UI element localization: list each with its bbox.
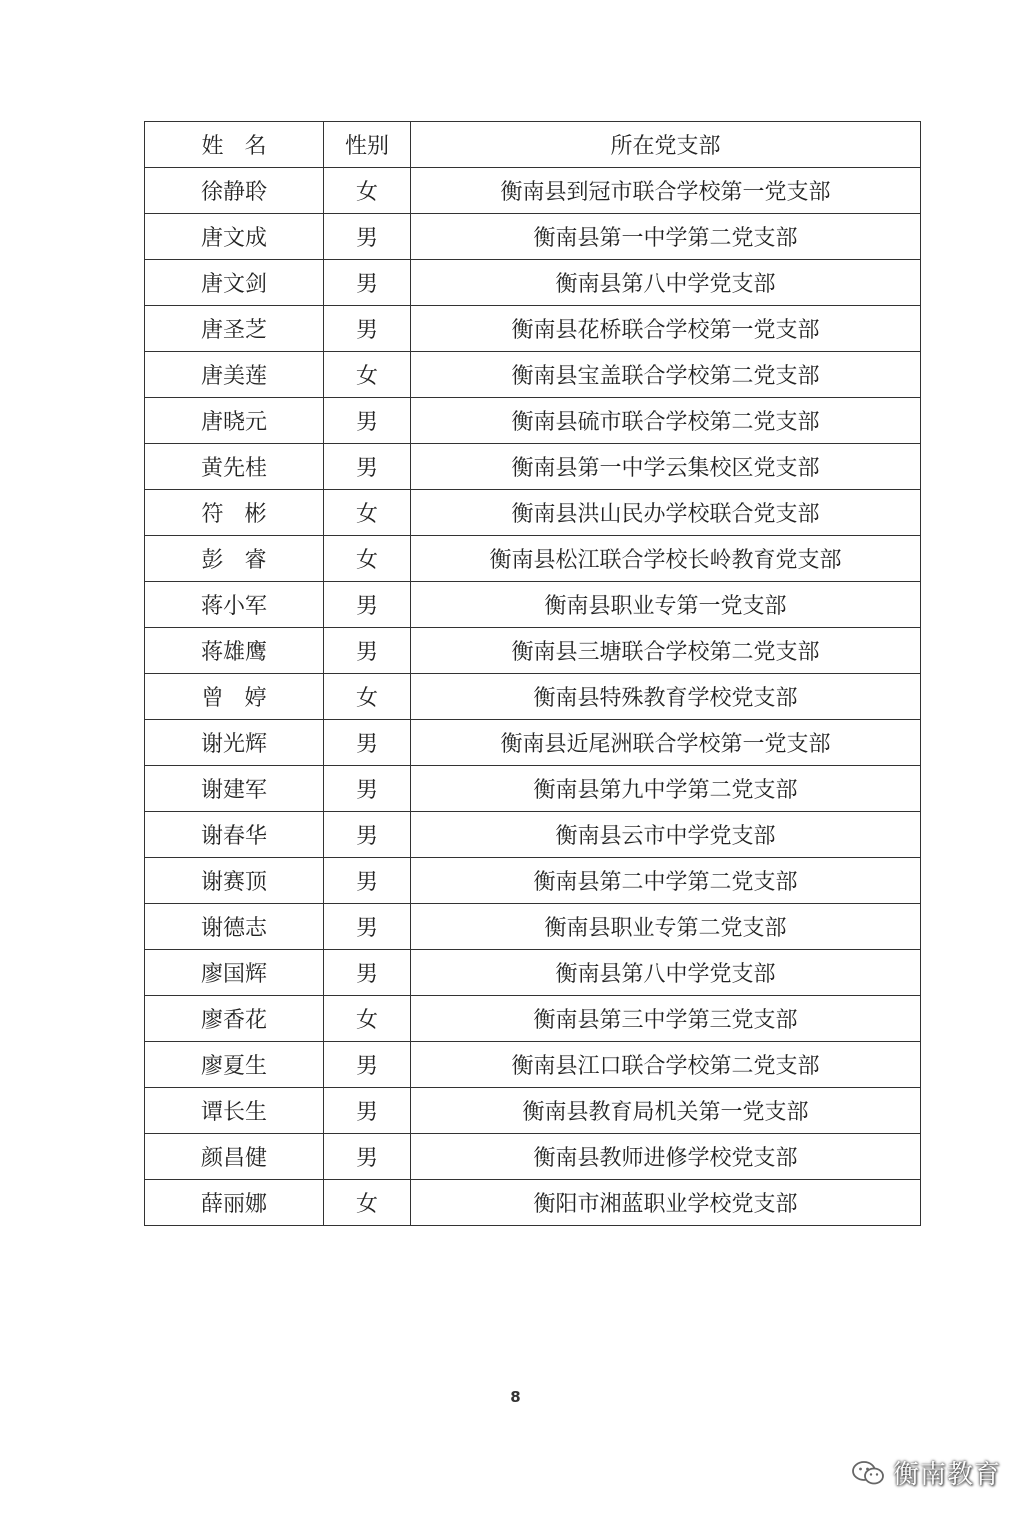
cell-name: 谢德志	[145, 904, 324, 950]
cell-gender: 男	[324, 260, 411, 306]
table-row	[145, 1134, 921, 1180]
cell-name: 唐文成	[145, 214, 324, 260]
cell-branch: 衡南县第三中学第三党支部	[411, 996, 921, 1042]
cell-name: 谢光辉	[145, 720, 324, 766]
cell-branch: 衡南县江口联合学校第二党支部	[411, 1042, 921, 1088]
cell-branch: 衡南县洪山民办学校联合党支部	[411, 490, 921, 536]
table-row	[145, 260, 921, 306]
page-number: 8	[510, 1388, 521, 1406]
cell-gender: 男	[324, 858, 411, 904]
table-row	[145, 996, 921, 1042]
cell-gender: 男	[324, 306, 411, 352]
table-row	[145, 674, 921, 720]
table-row	[145, 214, 921, 260]
cell-name: 徐静聆	[145, 168, 324, 214]
cell-gender: 女	[324, 490, 411, 536]
table-row	[145, 352, 921, 398]
cell-branch: 衡南县云市中学党支部	[411, 812, 921, 858]
cell-name: 彭 睿	[145, 536, 324, 582]
cell-branch: 衡南县第一中学云集校区党支部	[411, 444, 921, 490]
table-row	[145, 490, 921, 536]
cell-gender: 男	[324, 1042, 411, 1088]
cell-gender: 男	[324, 214, 411, 260]
cell-branch: 衡南县三塘联合学校第二党支部	[411, 628, 921, 674]
cell-branch: 衡阳市湘蓝职业学校党支部	[411, 1180, 921, 1226]
table-row	[145, 812, 921, 858]
table-row	[145, 950, 921, 996]
cell-branch: 衡南县第九中学第二党支部	[411, 766, 921, 812]
table-row	[145, 306, 921, 352]
cell-gender: 女	[324, 1180, 411, 1226]
cell-gender: 男	[324, 628, 411, 674]
table-row	[145, 720, 921, 766]
cell-gender: 女	[324, 352, 411, 398]
cell-name: 廖国辉	[145, 950, 324, 996]
table-header-row	[145, 122, 921, 168]
table-row	[145, 628, 921, 674]
table-row	[145, 536, 921, 582]
watermark	[851, 1454, 1001, 1491]
watermark-text: 衡南教育	[892, 1460, 1001, 1490]
cell-gender: 男	[324, 904, 411, 950]
table-row	[145, 168, 921, 214]
table-row	[145, 398, 921, 444]
cell-branch: 衡南县第二中学第二党支部	[411, 858, 921, 904]
cell-name: 唐文剑	[145, 260, 324, 306]
cell-gender: 男	[324, 398, 411, 444]
cell-gender: 女	[324, 996, 411, 1042]
table-row	[145, 1088, 921, 1134]
cell-gender: 男	[324, 1134, 411, 1180]
cell-branch: 衡南县到冠市联合学校第一党支部	[411, 168, 921, 214]
header-branch: 所在党支部	[411, 122, 921, 168]
cell-branch: 衡南县第一中学第二党支部	[411, 214, 921, 260]
header-name: 姓 名	[145, 122, 324, 168]
cell-name: 谢赛顶	[145, 858, 324, 904]
cell-name: 谭长生	[145, 1088, 324, 1134]
cell-name: 颜昌健	[145, 1134, 324, 1180]
cell-name: 唐晓元	[145, 398, 324, 444]
cell-gender: 男	[324, 444, 411, 490]
cell-name: 唐圣芝	[145, 306, 324, 352]
cell-name: 谢春华	[145, 812, 324, 858]
cell-gender: 女	[324, 674, 411, 720]
cell-branch: 衡南县特殊教育学校党支部	[411, 674, 921, 720]
cell-gender: 男	[324, 950, 411, 996]
wechat-icon	[851, 1460, 885, 1486]
table-row	[145, 766, 921, 812]
table-row	[145, 582, 921, 628]
cell-name: 廖香花	[145, 996, 324, 1042]
table-row	[145, 444, 921, 490]
table-row	[145, 904, 921, 950]
cell-branch: 衡南县花桥联合学校第一党支部	[411, 306, 921, 352]
cell-gender: 男	[324, 720, 411, 766]
cell-branch: 衡南县教师进修学校党支部	[411, 1134, 921, 1180]
cell-name: 黄先桂	[145, 444, 324, 490]
table-row	[145, 1180, 921, 1226]
cell-gender: 男	[324, 812, 411, 858]
header-gender: 性别	[324, 122, 411, 168]
cell-name: 蒋雄鹰	[145, 628, 324, 674]
cell-branch: 衡南县近尾洲联合学校第一党支部	[411, 720, 921, 766]
cell-branch: 衡南县第八中学党支部	[411, 260, 921, 306]
cell-name: 符 彬	[145, 490, 324, 536]
cell-gender: 女	[324, 168, 411, 214]
cell-name: 谢建军	[145, 766, 324, 812]
cell-name: 蒋小军	[145, 582, 324, 628]
branch-members-table	[144, 121, 921, 1226]
cell-gender: 男	[324, 1088, 411, 1134]
cell-name: 廖夏生	[145, 1042, 324, 1088]
cell-name: 唐美莲	[145, 352, 324, 398]
table-row	[145, 1042, 921, 1088]
cell-branch: 衡南县硫市联合学校第二党支部	[411, 398, 921, 444]
cell-branch: 衡南县职业专第二党支部	[411, 904, 921, 950]
cell-branch: 衡南县教育局机关第一党支部	[411, 1088, 921, 1134]
cell-gender: 男	[324, 766, 411, 812]
cell-name: 曾 婷	[145, 674, 324, 720]
table-row	[145, 858, 921, 904]
cell-gender: 男	[324, 582, 411, 628]
cell-branch: 衡南县宝盖联合学校第二党支部	[411, 352, 921, 398]
cell-name: 薛丽娜	[145, 1180, 324, 1226]
cell-gender: 女	[324, 536, 411, 582]
table-body	[145, 168, 921, 1226]
cell-branch: 衡南县松江联合学校长岭教育党支部	[411, 536, 921, 582]
cell-branch: 衡南县职业专第一党支部	[411, 582, 921, 628]
cell-branch: 衡南县第八中学党支部	[411, 950, 921, 996]
